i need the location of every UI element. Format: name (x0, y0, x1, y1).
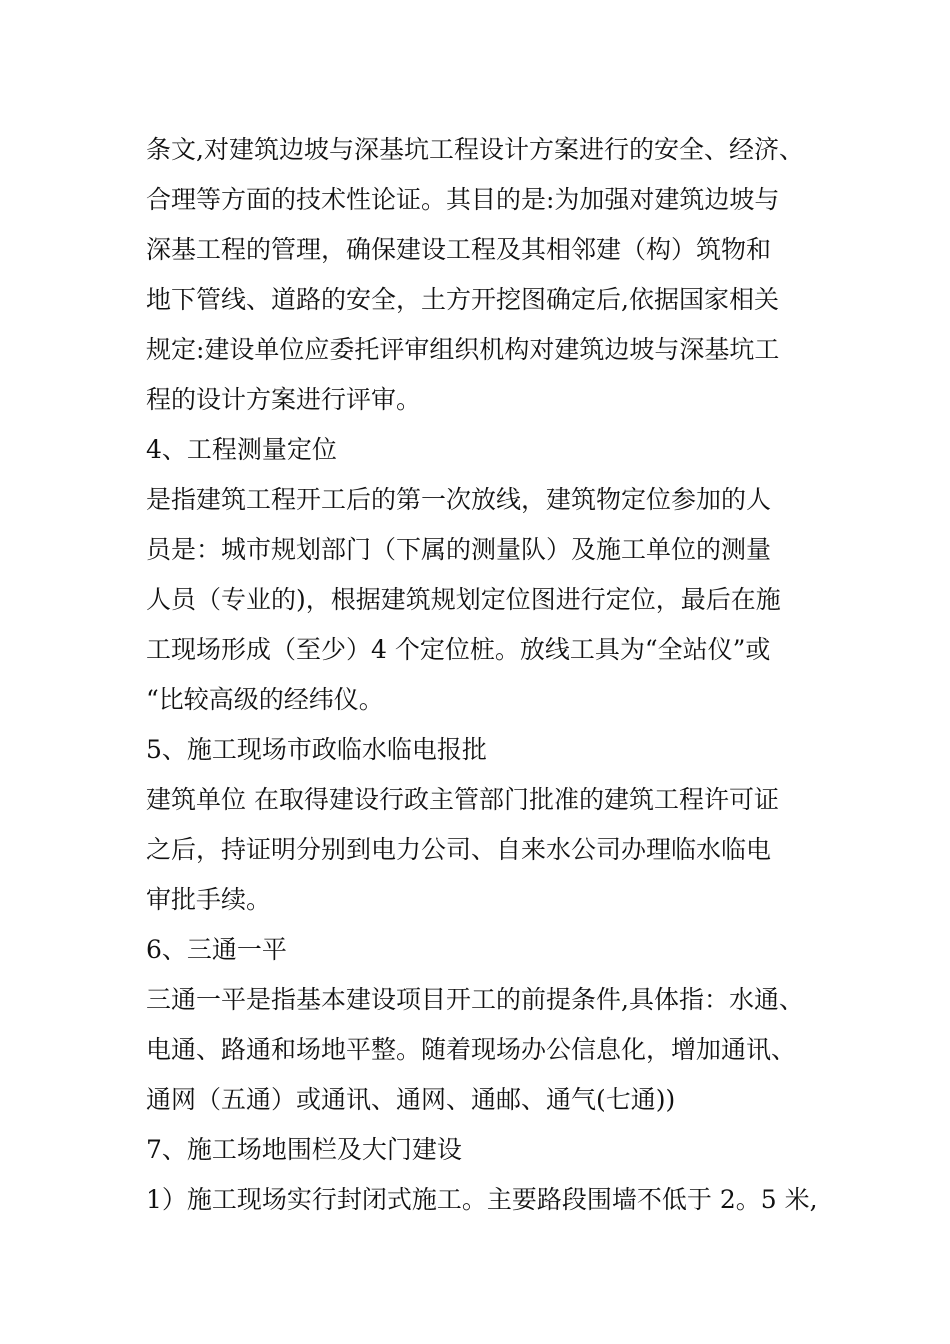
text-line: 工现场形成（至少）4 个定位桩。放线工具为“全站仪”或 (146, 635, 771, 664)
section-heading: 4、工程测量定位 (146, 435, 337, 464)
text-line: 合理等方面的技术性论证。其目的是:为加强对建筑边坡与 (146, 185, 780, 214)
section-heading: 5、施工现场市政临水临电报批 (146, 735, 487, 764)
text-line: 人员（专业的)，根据建筑规划定位图进行定位，最后在施 (146, 585, 781, 614)
text-line: 是指建筑工程开工后的第一次放线，建筑物定位参加的人 (146, 485, 772, 514)
text-line: 条文,对建筑边坡与深基坑工程设计方案进行的安全、经济、 (146, 135, 804, 164)
document-body (146, 125, 846, 1225)
text-line: 员是：城市规划部门（下属的测量队）及施工单位的测量 (146, 535, 772, 564)
section-heading: 7、施工场地围栏及大门建设 (146, 1135, 462, 1164)
text-line: “比较高级的经纬仪。 (146, 685, 384, 714)
text-line: 之后，持证明分别到电力公司、自来水公司办理临水临电 (146, 835, 772, 864)
text-line: 地下管线、道路的安全，土方开挖图确定后,依据国家相关 (146, 285, 779, 314)
text-line: 通网（五通）或通讯、通网、通邮、通气(七通)) (146, 1085, 676, 1114)
text-line: 深基工程的管理，确保建设工程及其相邻建（构）筑物和 (146, 235, 772, 264)
text-line: 电通、路通和场地平整。随着现场办公信息化，增加通讯、 (146, 1035, 797, 1064)
text-line: 建筑单位 在取得建设行政主管部门批准的建筑工程许可证 (146, 785, 779, 814)
text-line: 程的设计方案进行评审。 (146, 385, 422, 414)
text-line: 审批手续。 (146, 885, 272, 914)
text-line: 三通一平是指基本建设项目开工的前提条件,具体指：水通、 (146, 985, 804, 1014)
text-line: 1）施工现场实行封闭式施工。主要路段围墙不低于 2。5 米, (146, 1185, 818, 1214)
section-heading: 6、三通一平 (146, 935, 287, 964)
text-line: 规定:建设单位应委托评审组织机构对建筑边坡与深基坑工 (146, 335, 780, 364)
